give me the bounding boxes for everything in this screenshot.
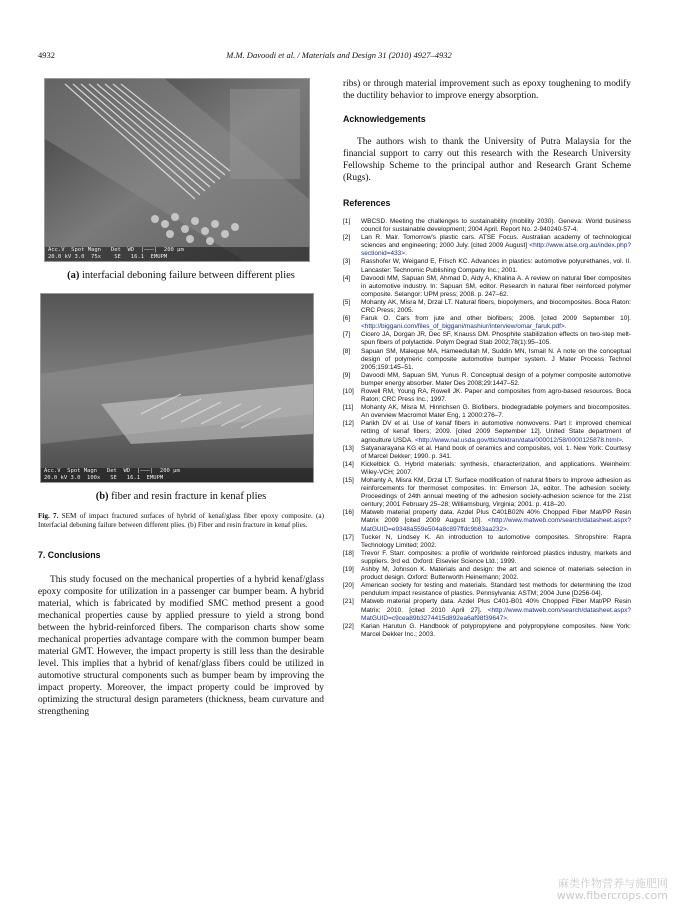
continuation-paragraph: ribs) or through material improvement such as epoxy toughening to modify the ductility behavior to improve energy absorption. [343,79,631,101]
reference-item [343,445,631,461]
reference-item [343,598,631,622]
reference-number: [20] [343,582,354,590]
subcaption-b-letter: (b) [95,491,109,502]
subcaption-a-text: interfacial deboning failure between different plies [81,270,295,281]
reference-body: Ashby M, Johnson K. Materials and design: the art and science of materials selection in product design. Oxford: Butterworth Heinemann; 2002. [361,566,631,582]
reference-text [361,420,631,444]
reference-item [343,461,631,477]
reference-item [343,623,631,639]
page-number: 4932 [38,50,55,60]
reference-body: Mohanty A, Misra KM, Drzal LT. Surface modification of natural fibers to improve adhesion as reinforcements for thermoset composites. In: Emerson JA, editor. The adhesion society. Proceedings of 24th annual meeting of the adhesion society-adhesion science for the 21st century; 2001 February 25–28; Williamsburg, Virginia; 2001. p. 418–20. [361,477,631,509]
reference-body: Rasshofer W, Weigand E, Frisch KC. Advances in plastics: automotive polyurethanes, vol. II. Lancaster: Technomic Publishing Company Inc.; 2001. [361,258,631,274]
reference-item [343,315,631,331]
reference-number: [17] [343,533,354,541]
reference-body: Trevor F. Starr. composites: a profile of worldwide reinforced plastics industry, markets and suppliers. 3rd ed. Oxford: Elsevier Science Ltd.; 1999. [361,549,631,565]
reference-number: [6] [343,315,351,323]
reference-body: Satyanarayana KG et al. Hand book of ceramics and composites, vol. 1. New York: Courtesy of Marcel Dekker; 1990. p. 341. [361,444,631,460]
reference-text [361,509,631,533]
reference-item [343,550,631,566]
reference-item [343,566,631,582]
reference-text [361,218,631,234]
reference-item [343,372,631,388]
reference-number: [2] [343,234,351,242]
reference-number: [13] [343,444,354,452]
conclusions-paragraph: This study focused on the mechanical properties of a hybrid kenaf/glass epoxy composite for utilization in a passenger car bumper beam. A hybrid material, which is fabricated by modified SMC method present a good mechanical properties cause by applied pressure to yield a strong bond between the hybrid-reinforced fibers. The comparison charts show some mechanical properties advantage compare with the common bumper beam material GMT. However, the impact property is still less than the desirable level. This implies that a hybrid of kenaf/glass fibers could be utilized in automotive structural components such as bumper beam by improving the impact property. Moreover, the impact property could be improved by optimizing the structural design parameters (thickness, beam curvature and strengthening [38,575,324,717]
reference-item [343,218,631,234]
reference-body: Tucker N, Lindsey K. An introduction to automotive composites. Shropshire: Rapra Technology Limited; 2002. [361,533,631,549]
reference-item [343,331,631,347]
right-column [343,78,631,639]
reference-item [343,582,631,598]
reference-body: Parikh DV et al. Use of kenaf fibers in automotive nonwovens. Part I: improved chemical retting of kenaf fibers; 2009. [cited 2009 September 12]. United State department of agriculture USDA. [361,420,631,444]
sem-image-b [40,293,314,483]
reference-item [343,275,631,299]
reference-number: [12] [343,420,354,428]
reference-body: Mohanty AK, Misra M, Drzal LT. Natural fibers, biopolymers, and biocomposites. Boca Raton: CRC Press; 2005. [361,298,631,315]
conclusions-heading: 7. Conclusions [38,550,101,560]
references-heading: References [343,198,391,208]
reference-body: Lan R. Mair. Tomorrow's plastic cars. ATSE Focus. Australian academy of technological sciences and engineering; 2000 July. [cited 2009 August] [361,234,631,250]
reference-item [343,534,631,550]
reference-text [361,582,631,598]
acknowledgements-heading: Acknowledgements [343,114,426,124]
reference-link[interactable]: <http://www.matweb.com/search/datasheet.aspx?MatGUID=e9348a559e504a8c897ffdc9b83aa232>. [361,517,631,533]
reference-body: Davoodi MM, Sapuan SM, Yunus R. Conceptual design of a polymer composite automotive bumper energy absorber. Mater Des 2008;29:1447–52. [361,371,631,387]
reference-body: Karian Harutun G. Handbook of polypropylene and polypropylene composites. New York: Marcel Dekker Inc.; 2003. [361,622,631,638]
reference-text [361,348,631,372]
reference-item [343,348,631,372]
reference-text [361,372,631,388]
reference-text [361,275,631,299]
reference-body: Mohanty AK, Misra M, Hinrichsen G. Biofibers, biodegradable polymers and biocomposites. An overview Macromol Mater Eng, 1 2000:276–7. [361,404,631,420]
reference-body: Rowell RM, Young RA, Rowell JK. Paper and composites from agro-based resources. Boca Raton: CRC Press Inc.; 1997. [361,387,631,404]
reference-body: American society for testing and materials. Standard test methods for determining the Izod pendulum impact resistance of plastics. Pennsylvania: ASTM; 2004 June [D256-04]. [361,582,631,598]
reference-item [343,404,631,420]
figure-caption-text: SEM of impact fractured surfaces of hybrid of kenaf/glass fiber epoxy composite. (a) Interfacial deboning failure between different plies. (b) Fiber and resin fracture in kenaf plies. [38,512,324,529]
reference-text [361,258,631,274]
reference-number: [7] [343,331,351,339]
watermark [557,878,668,902]
reference-body: Faruk O. Cars from jute and other biofibers; 2006. [cited 2009 September 10]. [361,315,631,323]
reference-text [361,550,631,566]
reference-number: [8] [343,347,351,355]
reference-text [361,623,631,639]
reference-text [361,331,631,347]
reference-number: [5] [343,298,351,306]
reference-number: [9] [343,371,351,379]
reference-number: [11] [343,404,354,412]
reference-body: Kickelbick G. Hybrid materials: synthesis, characterization, and applications. Weinheim: Wiley-VCH; 2007. [361,460,631,476]
sem-image-a [44,78,310,262]
reference-item [343,509,631,533]
subcaption-b [38,491,324,502]
reference-item [343,258,631,274]
sem-image-b-graphic [41,294,313,482]
reference-number: [22] [343,622,354,630]
reference-text [361,566,631,582]
reference-text [361,534,631,550]
sem-image-a-scale-info: Acc.V Spot Magn Det WD |———| 200 μm 20.0 kV 3.0 75x SE 16.1 EMUPM [45,247,309,261]
figure-caption-label: Fig. 7. [38,512,59,520]
reference-text [361,234,631,258]
watermark-line2: www.fibercrops.com [556,889,668,902]
figure-caption [38,512,324,530]
reference-number: [14] [343,460,354,468]
watermark-line1: 麻类作物营养与施肥网 [558,877,668,890]
reference-number: [21] [343,598,354,606]
reference-number: [4] [343,274,351,282]
subcaption-b-text: fiber and resin fracture in kenaf plies [111,491,267,502]
reference-body: Davoodi MM, Sapuan SM, Ahmad D, Aidy A, Khalina A. A review on natural fiber composites in automotive industry. In: Sapuan SM, editor. Research in natural fiber reinforced polymer composite. Selangor: UPM press; 2008. p. 247–62. [361,274,631,298]
reference-item [343,420,631,444]
reference-text [361,388,631,404]
reference-body: Matweb material property data. Azdel Plus C401B02N 40% Chopped Fiber Mat/PP Resin Matrix 2009 [cited 2009 August 10]. [361,509,631,525]
left-column [38,78,324,718]
running-title: M.M. Davoodi et al. / Materials and Design 31 (2010) 4927–4932 [226,50,452,60]
reference-item [343,299,631,315]
acknowledgements-text: The authors wish to thank the University of Putra Malaysia for the financial support to carry out this research with the Research University Fellowship Scheme to the principal author and Research Grant Scheme (Rugs). [343,137,631,183]
reference-body: Sapuan SM, Maleque MA, Hameedullah M, Suddin MN, Ismail N. A note on the conceptual design of polymeric composite automotive bumper system. J Mater Process Technol 2005;159:145–51. [361,347,631,371]
reference-list [343,218,631,639]
reference-number: [1] [343,218,351,225]
reference-text [361,315,631,331]
reference-text [361,445,631,461]
reference-body: Cicero JA, Dorgan JR, Dec SF, Knauss DM. Phosphite stabilization effects on two-step melt-spun fibers of polylactide. Polym Degrad Stab 2002;78(1):95–105. [361,331,631,347]
reference-text [361,598,631,622]
sem-image-b-scale-info: Acc.V Spot Magn Det WD |———| 200 μm 20.0 kV 3.0 100x SE 16.1 EMUPM [41,468,313,482]
reference-number: [3] [343,258,351,266]
reference-item [343,234,631,258]
reference-link[interactable]: <http://www.nal.usda.gov/ttic/tektran/data/000012/58/0000125878.html>. [414,436,624,444]
reference-link[interactable]: <http://biggani.com/files_of_biggani/mashiur/interview/omar_faruk.pdf>. [361,323,567,331]
reference-number: [18] [343,549,354,557]
reference-number: [19] [343,566,354,574]
reference-link[interactable]: <http://www.matweb.com/search/datasheet.aspx?MatGUID=c9cea89b3274415d892ea6af98f39647>. [361,606,631,622]
reference-item [343,477,631,509]
reference-link[interactable]: <http://www.atse.org.au/index.php?sectionid=433>. [361,242,631,258]
reference-item [343,388,631,404]
reference-text [361,461,631,477]
reference-text [361,404,631,420]
sem-image-a-graphic [45,79,309,261]
subcaption-a [38,270,324,281]
reference-body: WBCSD. Meeting the challenges to sustainability (mobility 2030). Geneva: World business council for sustainable development; 2004 April. Report No. 2-940240-57-4. [361,218,631,234]
subcaption-a-letter: (a) [67,270,80,281]
reference-text [361,477,631,509]
reference-number: [16] [343,509,354,517]
reference-number: [10] [343,387,354,395]
reference-number: [15] [343,477,354,484]
reference-body: Matweb material property data. Azdel Plus C401-B01 40% Chopped Fiber Mat/PP Resin Matrix; 2010. [cited 2010 April 27]. [361,598,631,614]
reference-text [361,299,631,315]
